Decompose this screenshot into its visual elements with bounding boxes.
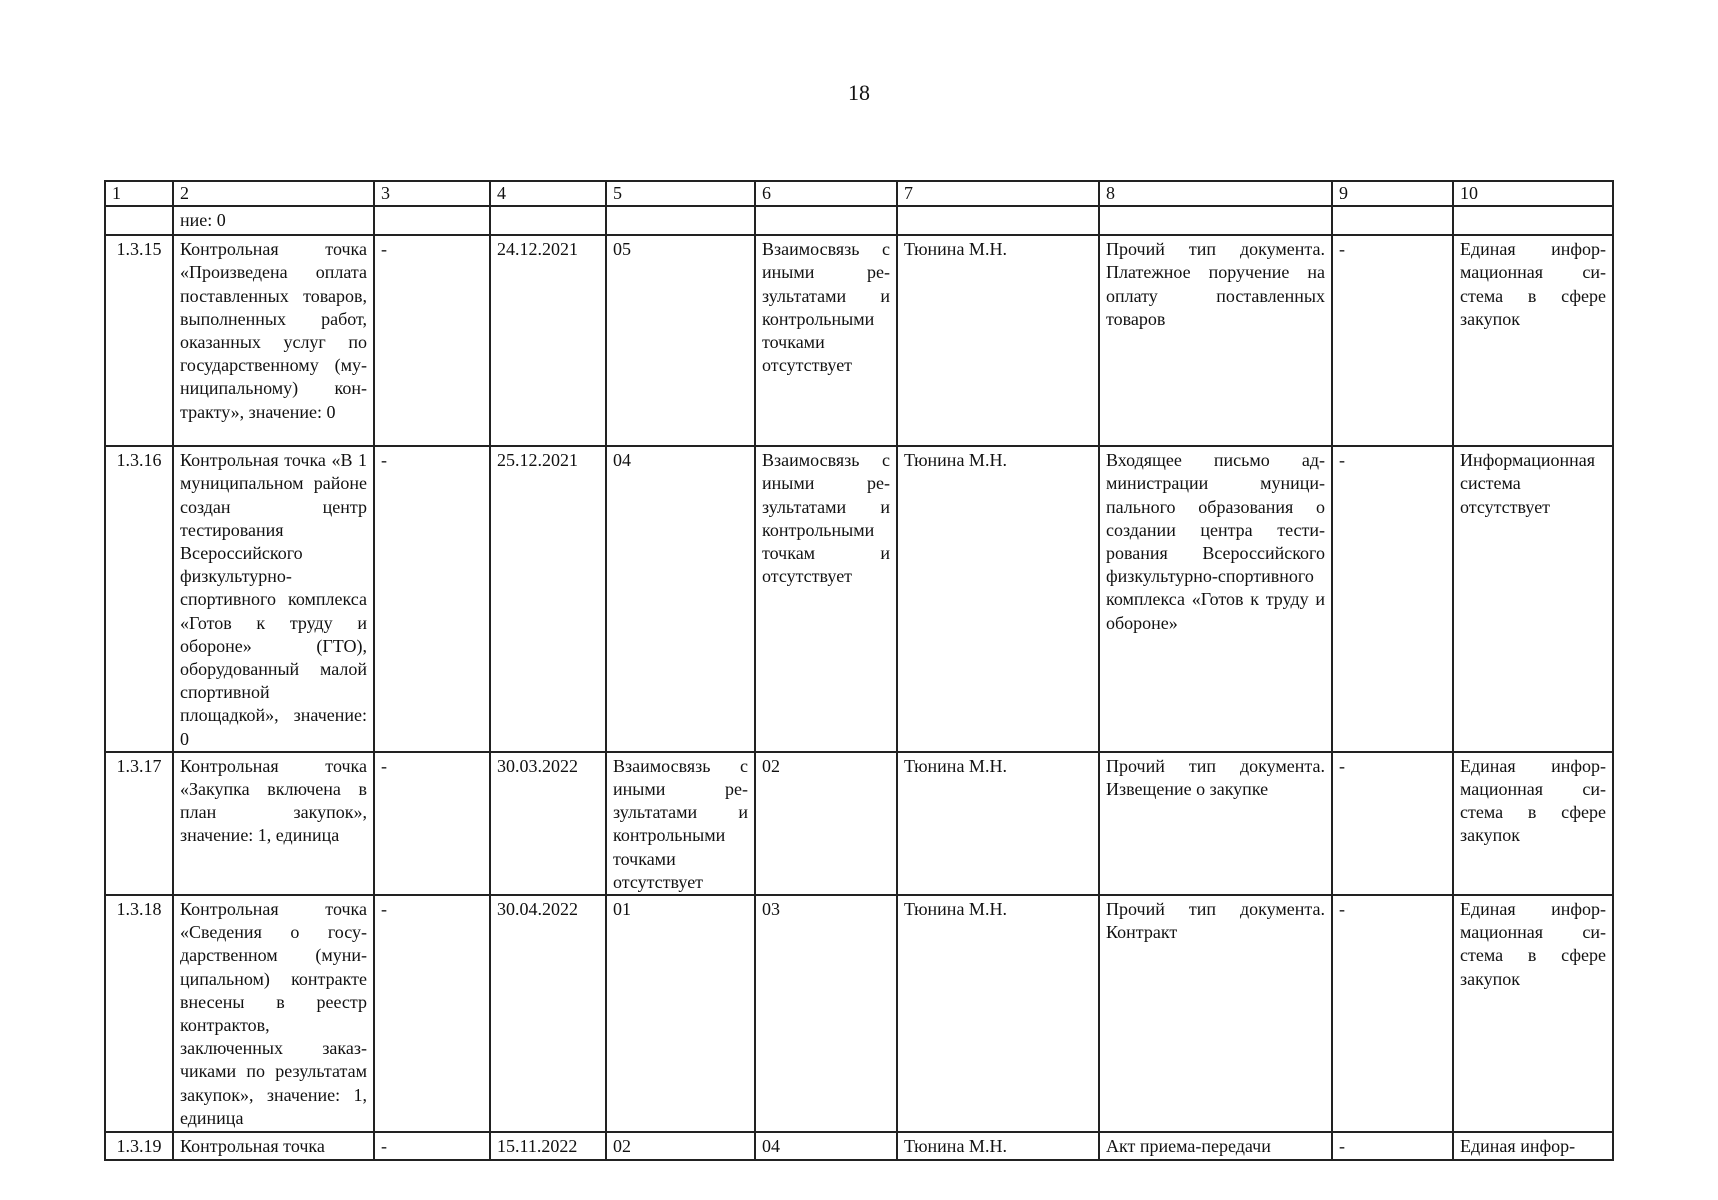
header-cell: 8: [1099, 181, 1332, 206]
cell-col5: 01: [606, 895, 755, 1132]
header-cell: 10: [1453, 181, 1613, 206]
table-row: [105, 895, 1613, 1132]
header-cell: 3: [374, 181, 490, 206]
cell-responsible: Тюнина М.Н.: [897, 1132, 1099, 1160]
cell-name: Контрольная точка «Закупка включена в план закупок», значение: 1, единица: [173, 752, 374, 895]
cell-date: 24.12.2021: [490, 235, 606, 446]
cell-col9: -: [1332, 752, 1453, 895]
header-cell: 7: [897, 181, 1099, 206]
page-number: 18: [848, 80, 870, 105]
cell-num: 1.3.15: [105, 235, 173, 446]
table-row: [105, 1132, 1613, 1160]
cell-col6: 04: [755, 1132, 897, 1160]
cell-col3: -: [374, 752, 490, 895]
cell-system: Единая информационная система в сфере закупок: [1453, 235, 1613, 446]
cell-date: 25.12.2021: [490, 446, 606, 752]
cell-responsible: [897, 206, 1099, 235]
cell-col9: -: [1332, 446, 1453, 752]
cell-num: 1.3.16: [105, 446, 173, 752]
cell-system: Единая инфор-: [1453, 1132, 1613, 1160]
cell-num: 1.3.18: [105, 895, 173, 1132]
cell-col9: [1332, 206, 1453, 235]
cell-col3: -: [374, 235, 490, 446]
cell-document: Прочий тип документа. Извещение о закупке: [1099, 752, 1332, 895]
table-row: [105, 235, 1613, 446]
cell-system: [1453, 206, 1613, 235]
control-points-table: [104, 180, 1614, 1161]
cell-system: Единая информационная система в сфере закупок: [1453, 752, 1613, 895]
cell-col6: 02: [755, 752, 897, 895]
cell-document: [1099, 206, 1332, 235]
header-cell: 1: [105, 181, 173, 206]
cell-date: 30.04.2022: [490, 895, 606, 1132]
cell-num: 1.3.17: [105, 752, 173, 895]
cell-col5: 04: [606, 446, 755, 752]
cell-col6: Взаимосвязь с иными результатами и контрольными точками отсутствует: [755, 235, 897, 446]
cell-col5: 02: [606, 1132, 755, 1160]
header-cell: 9: [1332, 181, 1453, 206]
cell-responsible: Тюнина М.Н.: [897, 446, 1099, 752]
cell-document: Входящее письмо администрации муниципального образования о создании центра тестирования Всероссийского физкультурно-спортивного комплекса «Готов к труду и обороне»: [1099, 446, 1332, 752]
cell-name: ние: 0: [173, 206, 374, 235]
cell-col5: [606, 206, 755, 235]
cell-col5: Взаимосвязь с иными результатами и контрольными точками отсутствует: [606, 752, 755, 895]
cell-col9: -: [1332, 1132, 1453, 1160]
header-cell: 5: [606, 181, 755, 206]
cell-name: Контрольная точка «В 1 муниципальном районе создан центр тестирования Всероссийского физкультурно-спортивного комплекса «Готов к труду и обороне» (ГТО), оборудованный малой спортивной площадкой», значение: 0: [173, 446, 374, 752]
cell-responsible: Тюнина М.Н.: [897, 235, 1099, 446]
cell-col6: Взаимосвязь с иными результатами и контрольными точкам и отсутствует: [755, 446, 897, 752]
header-row: [105, 181, 1613, 206]
cell-name: Контрольная точка: [173, 1132, 374, 1160]
cell-system: Единая информационная система в сфере закупок: [1453, 895, 1613, 1132]
cell-document: Прочий тип документа. Контракт: [1099, 895, 1332, 1132]
cell-col3: -: [374, 446, 490, 752]
cell-num: [105, 206, 173, 235]
cell-col9: -: [1332, 895, 1453, 1132]
cell-date: 15.11.2022: [490, 1132, 606, 1160]
cell-col3: -: [374, 895, 490, 1132]
cell-col3: [374, 206, 490, 235]
cell-date: 30.03.2022: [490, 752, 606, 895]
cell-col6: 03: [755, 895, 897, 1132]
cell-responsible: Тюнина М.Н.: [897, 895, 1099, 1132]
cell-name: Контрольная точка «Произведена оплата поставленных товаров, выполненных работ, оказанных услуг по государственному (муниципальному) контракту», значение: 0: [173, 235, 374, 446]
table-row: [105, 446, 1613, 752]
continuation-row: [105, 206, 1613, 235]
cell-name: Контрольная точка «Сведения о государственном (муниципальном) контракте внесены в реестр контрактов, заключенных заказчиками по результатам закупок», значение: 1, единица: [173, 895, 374, 1132]
cell-col6: [755, 206, 897, 235]
cell-num: 1.3.19: [105, 1132, 173, 1160]
cell-col9: -: [1332, 235, 1453, 446]
cell-col3: -: [374, 1132, 490, 1160]
header-cell: 4: [490, 181, 606, 206]
cell-document: Прочий тип документа. Платежное поручение на оплату поставленных товаров: [1099, 235, 1332, 446]
header-cell: 2: [173, 181, 374, 206]
cell-responsible: Тюнина М.Н.: [897, 752, 1099, 895]
cell-document: Акт приема-передачи: [1099, 1132, 1332, 1160]
cell-col5: 05: [606, 235, 755, 446]
table-row: [105, 752, 1613, 895]
header-cell: 6: [755, 181, 897, 206]
cell-date: [490, 206, 606, 235]
cell-system: Информационная система отсутствует: [1453, 446, 1613, 752]
